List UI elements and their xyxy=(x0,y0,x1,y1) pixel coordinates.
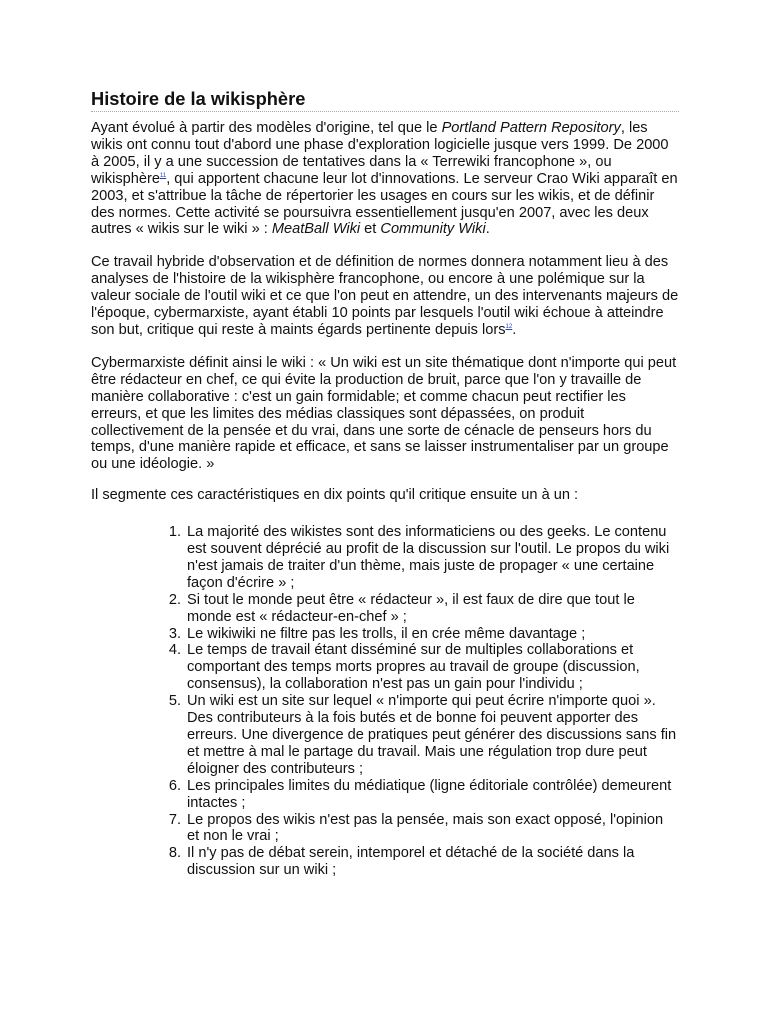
footnote-link-11[interactable]: 11 xyxy=(159,172,167,179)
paragraph-origins: Ayant évolué à partir des modèles d'origine, tel que le Portland Pattern Repository, les wikis ont connu tout d'abord une phase d'exploration logicielle jusque vers 1999. De 2000 à 2005, il y a une succession de tentatives dans la « Terrewiki francophone », ou wikisphère$^{11}$, qui apportent chacune leur lot d'innovations. Le serveur Crao Wiki apparaît en 2003, et s'attribue la tâche de répertorier les usages en cours sur les wikis, et de définir des normes. Cette activité se poursuivra essentiellement jusqu'en 2007, avec les deux autres « wikis sur le wiki » : MeatBall Wiki et Community Wiki. xyxy=(91,120,678,238)
list-item: Un wiki est un site sur lequel « n'importe qui peut écrire n'importe quoi ». Des contributeurs à la fois butés et de bonne foi peuvent apporter des erreurs. Une divergence de pratiques peut générer des discussions sans fin et mettre à mal le partage du travail. Mais une régulation trop dure peut éloigner des contributeurs ; xyxy=(187,693,677,777)
list-item: Il n'y pas de débat serein, intemporel et détaché de la société dans la discussion sur un wiki ; xyxy=(187,845,635,879)
paragraph-definition: Cybermarxiste définit ainsi le wiki : « Un wiki est un site thématique dont n'importe qui peut être rédacteur en chef, ce qui évite la production de bruit, parce que l'on y travaille de manière collaborative : c'est un gain formidable; et comme chacun peut rectifier les erreurs, et que les limites des médias classiques sont dépassées, on produit collectivement de la pensée et du vrai, dans une sorte de cénacle de penseurs hors du temps, d'une manière rapide et efficace, et sans se laisser instrumentaliser par un groupe ou une idéologie. » xyxy=(91,354,677,473)
critique-list xyxy=(91,524,679,879)
portland-pattern-repository: Portland Pattern Repository xyxy=(441,120,621,136)
list-item: Le propos des wikis n'est pas la pensée, mais son exact opposé, l'opinion et non le vrai ; xyxy=(187,811,664,845)
list-item: Les principales limites du médiatique (ligne éditoriale contrôlée) demeurent intactes ; xyxy=(187,777,672,811)
article-content xyxy=(91,88,679,879)
list-item: Si tout le monde peut être « rédacteur », il est faux de dire que tout le monde est « rédacteur-en-chef » ; xyxy=(187,591,635,625)
paragraph-analysis: Ce travail hybride d'observation et de définition de normes donnera notamment lieu à des analyses de l'histoire de la wikisphère francophone, ou encore à une polémique sur la valeur sociale de l'outil wiki et ce que l'on peut en attendre, un des intervenants majeurs de l'époque, cybermarxiste, ayant établi 10 points par lesquels l'outil wiki échoue à atteindre son but, critique qui reste à maints égards pertinente depuis lors$^{12}$. xyxy=(91,254,679,338)
list-item: Le wikiwiki ne filtre pas les trolls, il en crée même davantage ; xyxy=(187,625,586,642)
paragraph-intro-list: Il segmente ces caractéristiques en dix points qu'il critique ensuite un à un : xyxy=(91,487,579,504)
community-wiki: Community Wiki xyxy=(380,221,486,238)
list-item: Le temps de travail étant disséminé sur de multiples collaborations et comportant des temps morts propres au travail de groupe (discussion, consensus), la collaboration n'est pas un gain pour l'individu ; xyxy=(187,642,640,693)
section-heading: Histoire de la wikisphère xyxy=(91,88,679,112)
footnote-link-12[interactable]: 12 xyxy=(505,323,513,330)
list-item: La majorité des wikistes sont des informaticiens ou des geeks. Le contenu est souvent déprécié au profit de la discussion sur l'outil. Le propos du wiki n'est jamais de traiter d'un thème, mais juste de propager « une certaine façon d'écrire » ; xyxy=(187,524,670,591)
meatball-wiki: MeatBall Wiki xyxy=(271,221,361,238)
